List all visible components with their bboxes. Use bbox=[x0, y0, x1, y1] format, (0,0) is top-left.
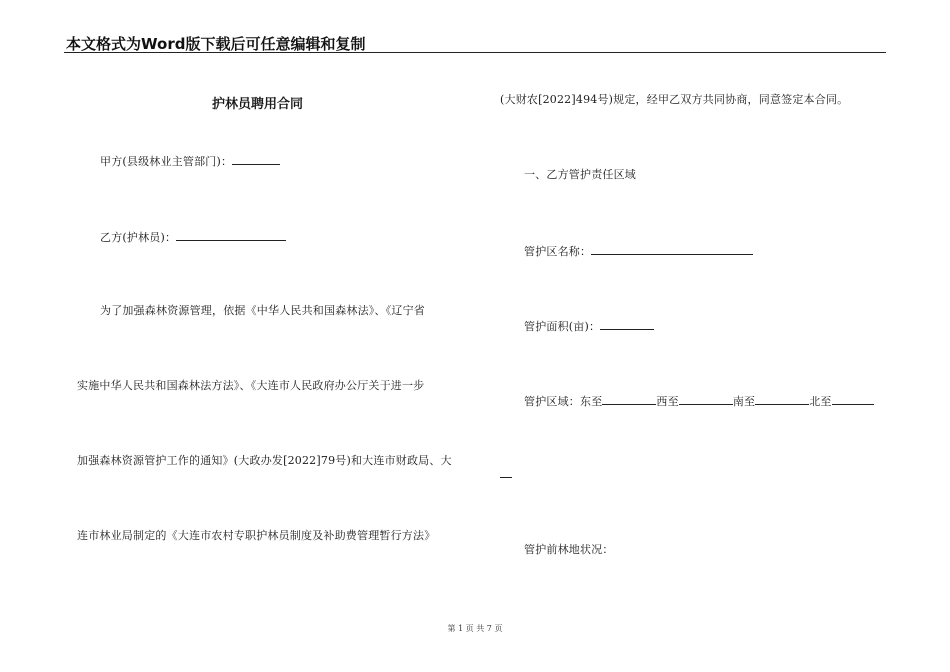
paragraph-line-1: 为了加强森林资源管理，依据《中华人民共和国森林法》、《辽宁省 bbox=[100, 304, 425, 317]
party-b-line bbox=[100, 229, 286, 245]
party-b-blank bbox=[176, 229, 286, 241]
boundary-east-label: 管护区域：东至 bbox=[524, 395, 603, 408]
boundary-south-label: 南至 bbox=[732, 395, 756, 408]
page-number: 第 1 页 共 7 页 bbox=[447, 624, 503, 633]
paragraph-line-5: (大财农[2022]494号)规定，经甲乙双方共同协商，同意签定本合同。 bbox=[500, 93, 849, 106]
boundary-line bbox=[524, 393, 874, 409]
boundary-east-blank bbox=[602, 393, 656, 405]
zone-name-label: 管护区名称： bbox=[524, 245, 592, 258]
paragraph-line-4: 连市林业局制定的《大连市农村专职护林员制度及补助费管理暂行方法》 bbox=[77, 529, 436, 542]
document-banner: 本文格式为Word版下载后可任意编辑和复制 bbox=[66, 35, 366, 53]
boundary-north-label: 北至 bbox=[809, 395, 832, 408]
contract-title: 护林员聘用合同 bbox=[212, 97, 304, 112]
area-line bbox=[524, 318, 654, 334]
section-heading: 一、乙方管护责任区域 bbox=[524, 168, 636, 181]
party-a-label: 甲方(县级林业主管部门)： bbox=[100, 155, 233, 168]
boundary-continuation-blank bbox=[500, 466, 512, 478]
prior-condition-line: 管护前林地状况： bbox=[524, 543, 614, 556]
boundary-north-blank bbox=[832, 393, 874, 405]
party-a-line bbox=[100, 153, 280, 169]
zone-name-line bbox=[524, 243, 753, 259]
area-label: 管护面积(亩)： bbox=[524, 320, 601, 333]
zone-name-blank bbox=[591, 243, 753, 255]
boundary-west-label: 西至 bbox=[656, 395, 679, 408]
header-divider bbox=[64, 52, 886, 53]
party-b-label: 乙方(护林员)： bbox=[100, 231, 177, 244]
paragraph-line-3: 加强森林资源管护工作的通知》(大政办发[2022]79号)和大连市财政局、大 bbox=[77, 454, 452, 467]
area-blank bbox=[600, 318, 654, 330]
boundary-west-blank bbox=[679, 393, 733, 405]
boundary-south-blank bbox=[755, 393, 809, 405]
party-a-blank bbox=[232, 153, 280, 165]
paragraph-line-2: 实施中华人民共和国森林法方法》、《大连市人民政府办公厅关于进一步 bbox=[77, 379, 425, 392]
boundary-continuation bbox=[500, 466, 512, 482]
